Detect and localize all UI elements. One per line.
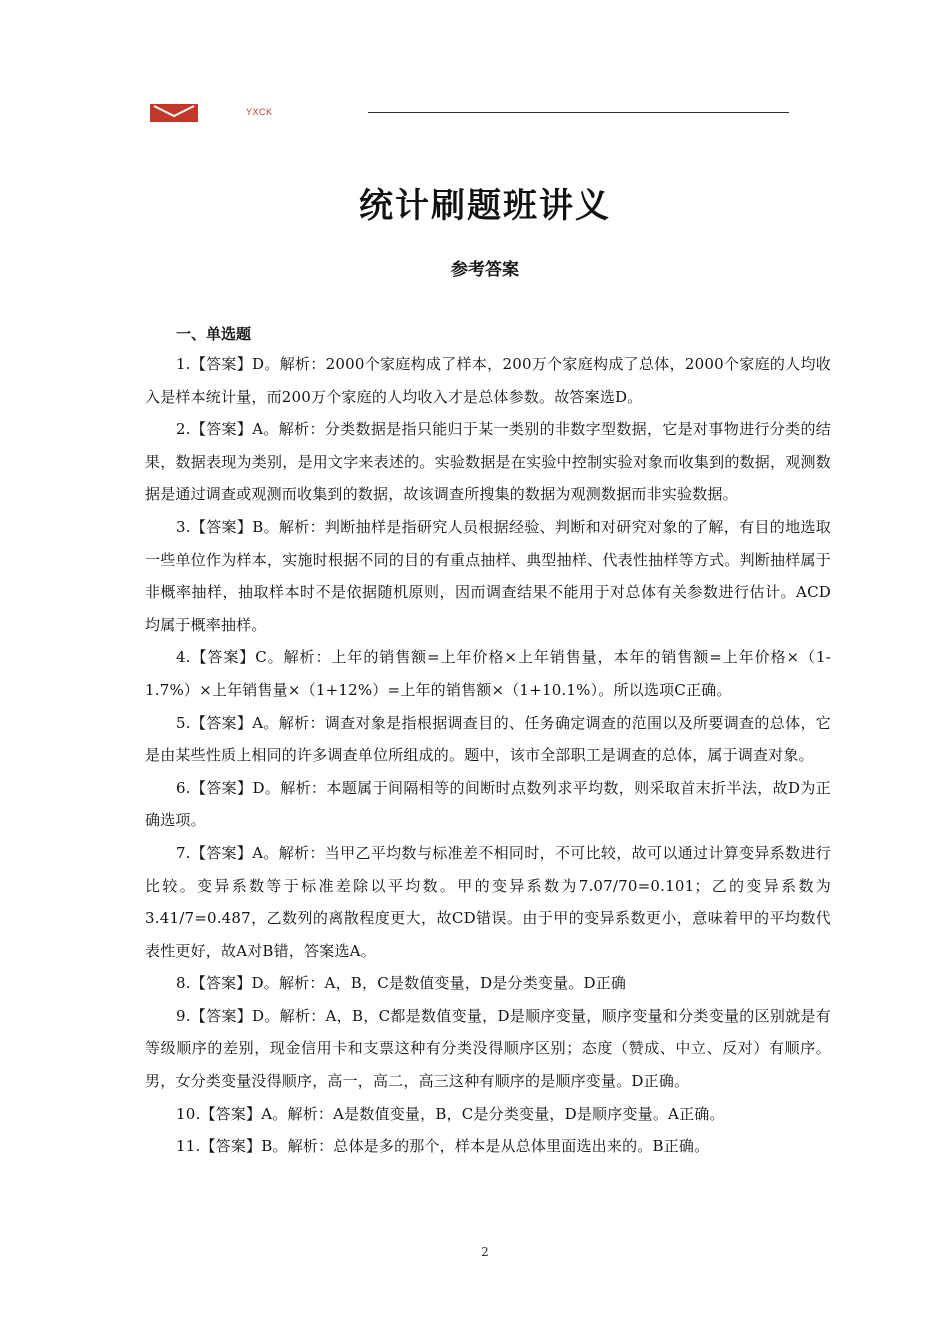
- answer-item-11: 11.【答案】B。解析：总体是多的那个，样本是从总体里面选出来的。B正确。: [176, 1137, 710, 1156]
- brand-logo-icon: [150, 104, 198, 122]
- answer-item-3: 3.【答案】B。解析：判断抽样是指研究人员根据经验、判断和对研究对象的了解，有目的地选取一些单位作为样本，实施时根据不同的目的有重点抽样、典型抽样、代表性抽样等方式。判断抽样属于非概率抽样，抽取样本时不是依据随机原则，因而调查结果不能用于对总体有关参数进行估计。ACD均属于概率抽样。: [145, 517, 831, 634]
- document-title: 统计刷题班讲义: [359, 186, 611, 226]
- brand-name: YXCK: [246, 107, 273, 117]
- page-number: 2: [481, 1245, 489, 1259]
- header-divider: [368, 112, 789, 113]
- answer-item-4: 4.【答案】C。解析：上年的销售额=上年价格×上年销售量，本年的销售额=上年价格×（1-1.7%）×上年销售量×（1+12%）=上年的销售额×（1+10.1%）。所以选项C正确。: [145, 648, 831, 699]
- answer-item-2: 2.【答案】A。解析：分类数据是指只能归于某一类别的非数字型数据，它是对事物进行分类的结果，数据表现为类别，是用文字来表述的。实验数据是在实验中控制实验对象而收集到的数据，观测数据是通过调查或观测而收集到的数据，故该调查所搜集的数据为观测数据而非实验数据。: [145, 420, 831, 504]
- section-heading: 一、单选题: [176, 325, 252, 343]
- answer-item-9: 9.【答案】D。解析：A，B，C都是数值变量，D是顺序变量，顺序变量和分类变量的区别就是有等级顺序的差别，现金信用卡和支票这种有分类没得顺序区别；态度（赞成、中立、反对）有顺序。男，女分类变量没得顺序，高一，高二，高三这种有顺序的是顺序变量。D正确。: [145, 1006, 831, 1091]
- answer-list: [145, 348, 831, 1163]
- answer-item-6: 6.【答案】D。解析：本题属于间隔相等的间断时点数列求平均数，则采取首末折半法，故D为正确选项。: [145, 778, 831, 830]
- answer-item-10: 10.【答案】A。解析：A是数值变量，B，C是分类变量，D是顺序变量。A正确。: [176, 1104, 725, 1123]
- document-subtitle: 参考答案: [451, 260, 519, 280]
- answer-item-8: 8.【答案】D。解析：A，B，C是数值变量，D是分类变量。D正确: [176, 974, 627, 993]
- answer-item-7: 7.【答案】A。解析：当甲乙平均数与标准差不相同时，不可比较，故可以通过计算变异系数进行比较。变异系数等于标准差除以平均数。甲的变异系数为7.07/70=0.101；乙的变异系数为3.41/7=0.487，乙数列的离散程度更大，故CD错误。由于甲的变异系数更小，意味着甲的平均数代表性更好，故A对B错，答案选A。: [145, 843, 831, 960]
- answer-item-1: 1.【答案】D。解析：2000个家庭构成了样本，200万个家庭构成了总体，2000个家庭的人均收入是样本统计量，而200万个家庭的人均收入才是总体参数。故答案选D。: [145, 355, 831, 406]
- answer-item-5: 5.【答案】A。解析：调查对象是指根据调查目的、任务确定调查的范围以及所要调查的总体，它是由某些性质上相同的许多调查单位所组成的。题中，该市全部职工是调查的总体，属于调查对象。: [145, 713, 831, 765]
